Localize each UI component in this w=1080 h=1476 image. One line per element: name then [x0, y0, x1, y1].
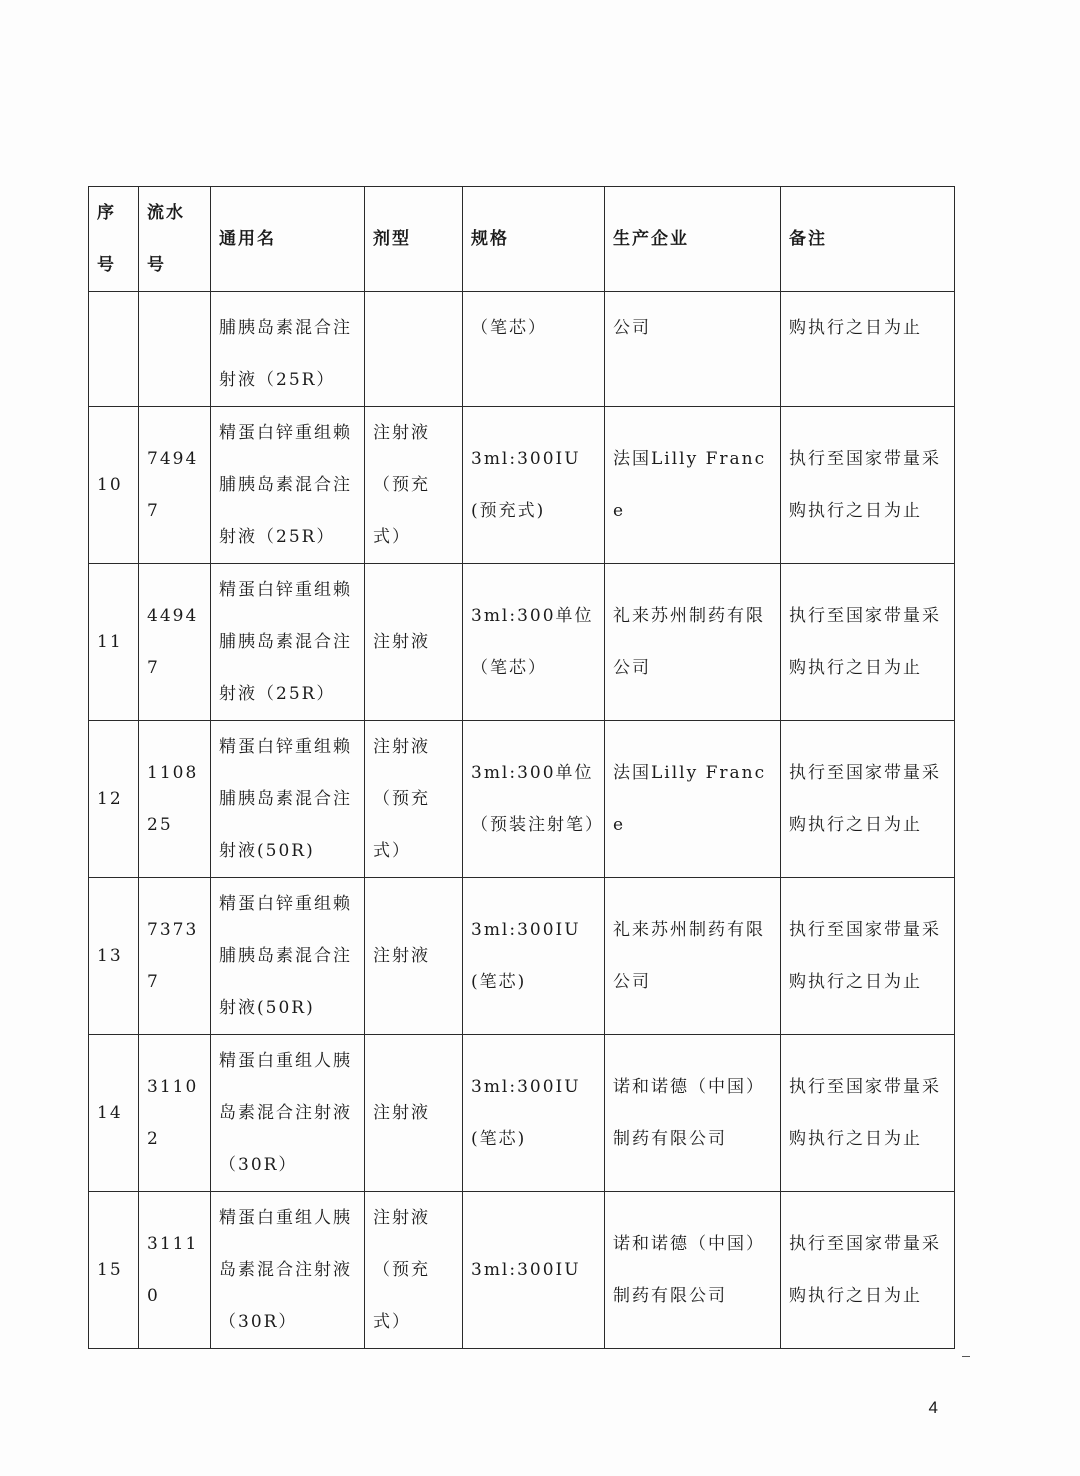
- cell-note: 执行至国家带量采购执行之日为止: [781, 564, 955, 721]
- cell-serial: 44947: [139, 564, 211, 721]
- cell-serial: [139, 292, 211, 407]
- header-manufacturer: 生产企业: [605, 187, 781, 292]
- cell-name: 精蛋白锌重组赖脯胰岛素混合注射液(50R): [211, 878, 365, 1035]
- header-serial: 流水号: [139, 187, 211, 292]
- cell-note: 执行至国家带量采购执行之日为止: [781, 407, 955, 564]
- cell-serial: 110825: [139, 721, 211, 878]
- scan-mark: [962, 1356, 970, 1357]
- cell-seq: 13: [89, 878, 139, 1035]
- table-header-row: [89, 187, 955, 292]
- cell-name: 精蛋白锌重组赖脯胰岛素混合注射液(50R): [211, 721, 365, 878]
- cell-spec: 3ml:300单位（预装注射笔）: [463, 721, 605, 878]
- cell-spec: 3ml:300IU(预充式): [463, 407, 605, 564]
- table-row: [89, 878, 955, 1035]
- header-note: 备注: [781, 187, 955, 292]
- cell-note: 执行至国家带量采购执行之日为止: [781, 721, 955, 878]
- cell-form: 注射液: [365, 564, 463, 721]
- cell-form: [365, 292, 463, 407]
- header-form: 剂型: [365, 187, 463, 292]
- cell-seq: 12: [89, 721, 139, 878]
- table-row: [89, 1192, 955, 1349]
- page-number: 4: [928, 1398, 938, 1417]
- cell-note: 执行至国家带量采购执行之日为止: [781, 1192, 955, 1349]
- cell-form: 注射液: [365, 1035, 463, 1192]
- cell-spec: 3ml:300IU(笔芯): [463, 878, 605, 1035]
- cell-seq: 10: [89, 407, 139, 564]
- cell-spec: （笔芯）: [463, 292, 605, 407]
- header-spec: 规格: [463, 187, 605, 292]
- table-row-continued: [89, 292, 955, 407]
- cell-manufacturer: 礼来苏州制药有限公司: [605, 564, 781, 721]
- cell-spec: 3ml:300IU: [463, 1192, 605, 1349]
- cell-seq: [89, 292, 139, 407]
- cell-note: 购执行之日为止: [781, 292, 955, 407]
- cell-spec: 3ml:300IU(笔芯): [463, 1035, 605, 1192]
- cell-manufacturer: 诺和诺德（中国）制药有限公司: [605, 1192, 781, 1349]
- cell-seq: 15: [89, 1192, 139, 1349]
- table-row: [89, 407, 955, 564]
- cell-form: 注射液（预充式）: [365, 1192, 463, 1349]
- cell-serial: 31102: [139, 1035, 211, 1192]
- cell-manufacturer: 法国Lilly France: [605, 721, 781, 878]
- cell-seq: 11: [89, 564, 139, 721]
- cell-name: 精蛋白锌重组赖脯胰岛素混合注射液（25R）: [211, 564, 365, 721]
- drug-price-table: [88, 186, 955, 1349]
- cell-form: 注射液（预充式）: [365, 721, 463, 878]
- cell-manufacturer: 公司: [605, 292, 781, 407]
- cell-manufacturer: 诺和诺德（中国）制药有限公司: [605, 1035, 781, 1192]
- cell-serial: 74947: [139, 407, 211, 564]
- cell-form: 注射液（预充式）: [365, 407, 463, 564]
- cell-note: 执行至国家带量采购执行之日为止: [781, 1035, 955, 1192]
- header-seq: 序号: [89, 187, 139, 292]
- cell-serial: 73737: [139, 878, 211, 1035]
- cell-name: 脯胰岛素混合注射液（25R）: [211, 292, 365, 407]
- cell-serial: 31110: [139, 1192, 211, 1349]
- cell-name: 精蛋白重组人胰岛素混合注射液（30R）: [211, 1035, 365, 1192]
- table-row: [89, 721, 955, 878]
- header-name: 通用名: [211, 187, 365, 292]
- cell-manufacturer: 礼来苏州制药有限公司: [605, 878, 781, 1035]
- cell-name: 精蛋白重组人胰岛素混合注射液（30R）: [211, 1192, 365, 1349]
- table-row: [89, 1035, 955, 1192]
- cell-manufacturer: 法国Lilly France: [605, 407, 781, 564]
- cell-seq: 14: [89, 1035, 139, 1192]
- cell-form: 注射液: [365, 878, 463, 1035]
- cell-note: 执行至国家带量采购执行之日为止: [781, 878, 955, 1035]
- table-row: [89, 564, 955, 721]
- cell-name: 精蛋白锌重组赖脯胰岛素混合注射液（25R）: [211, 407, 365, 564]
- cell-spec: 3ml:300单位（笔芯）: [463, 564, 605, 721]
